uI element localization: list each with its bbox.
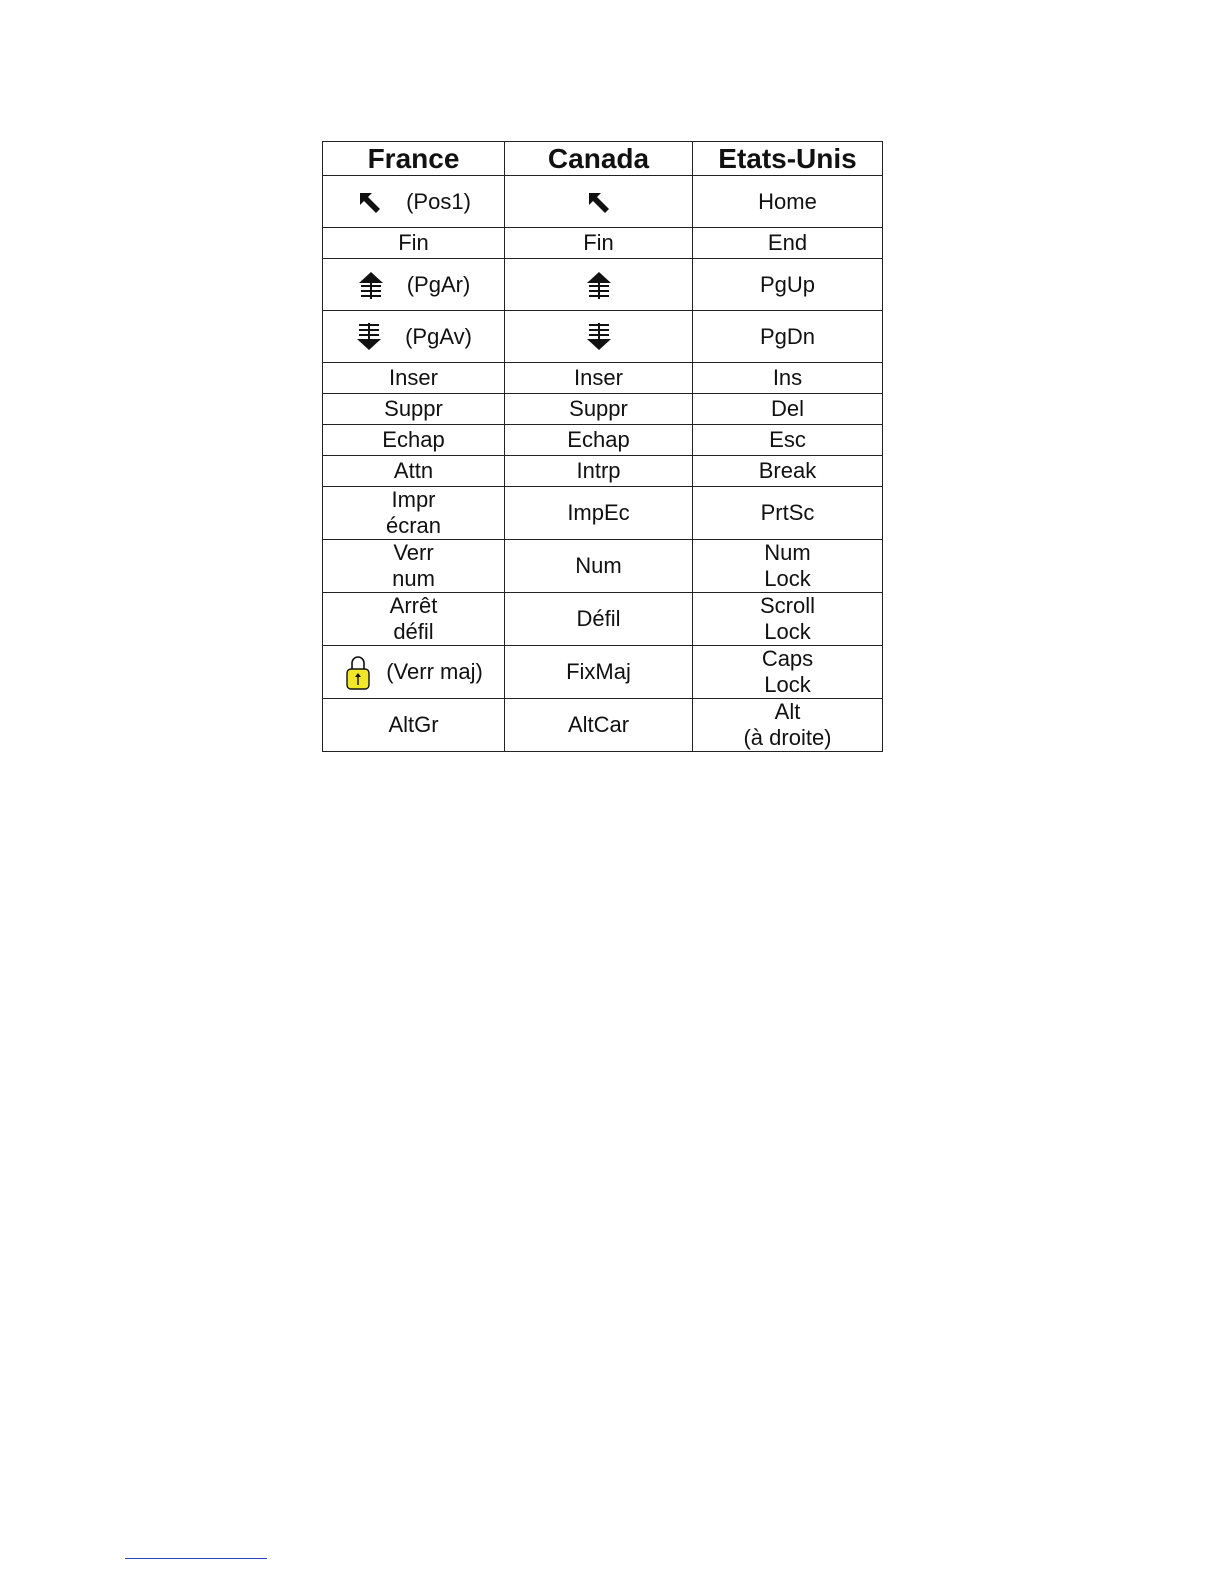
cell-us-capslock <box>693 646 883 699</box>
label-arret: Arrêt <box>389 593 438 618</box>
cell-us-pgup: PgUp <box>693 259 883 311</box>
label-lock: Lock <box>764 672 811 697</box>
table-row-esc <box>323 425 883 456</box>
keyboard-equivalence-table <box>322 141 883 752</box>
table-row-capslock <box>323 646 883 699</box>
label-lock: Lock <box>764 619 811 644</box>
table-row-home <box>323 176 883 228</box>
cell-canada-scrolllock: Défil <box>505 593 693 646</box>
cell-us-del: Del <box>693 394 883 425</box>
cell-canada-ins: Inser <box>505 363 693 394</box>
cell-france-prtsc <box>323 487 505 540</box>
header-row <box>323 142 883 176</box>
cell-france-home <box>323 176 505 228</box>
cell-france-numlock <box>323 540 505 593</box>
cell-france-del: Suppr <box>323 394 505 425</box>
label-caps: Caps <box>761 646 814 671</box>
cell-france-pgup <box>323 259 505 311</box>
table-row-pgup <box>323 259 883 311</box>
label-num-us: Num <box>764 540 811 565</box>
cell-canada-pgdn <box>505 311 693 363</box>
table-row-ins <box>323 363 883 394</box>
page-down-icon <box>355 322 383 352</box>
cell-france-pgdn <box>323 311 505 363</box>
table-row-end <box>323 228 883 259</box>
cell-canada-end: Fin <box>505 228 693 259</box>
cell-canada-home <box>505 176 693 228</box>
label-lock: Lock <box>764 566 811 591</box>
home-arrow-icon <box>585 187 613 217</box>
cell-france-ins: Inser <box>323 363 505 394</box>
cell-canada-break: Intrp <box>505 456 693 487</box>
cell-us-home: Home <box>693 176 883 228</box>
label-ecran: écran <box>385 513 442 538</box>
table-row-del <box>323 394 883 425</box>
label-defil: défil <box>393 619 434 644</box>
label-pgar: (PgAr) <box>406 271 471 297</box>
cell-us-altgr <box>693 699 883 752</box>
label-alt: Alt <box>774 699 801 724</box>
cell-france-break: Attn <box>323 456 505 487</box>
cell-france-end: Fin <box>323 228 505 259</box>
cell-france-capslock <box>323 646 505 699</box>
cell-us-pgdn: PgDn <box>693 311 883 363</box>
caps-lock-padlock-icon <box>344 653 372 691</box>
table-row-break <box>323 456 883 487</box>
page-down-icon <box>585 322 613 352</box>
cell-canada-pgup <box>505 259 693 311</box>
table-row-altgr <box>323 699 883 752</box>
label-scroll: Scroll <box>759 593 815 618</box>
label-pos1: (Pos1) <box>406 188 471 214</box>
cell-us-esc: Esc <box>693 425 883 456</box>
table-row-numlock <box>323 540 883 593</box>
label-num: num <box>392 566 435 591</box>
label-verr: Verr <box>393 540 434 565</box>
label-pgav: (PgAv) <box>405 323 472 349</box>
cell-us-scrolllock <box>693 593 883 646</box>
table-row-scrolllock <box>323 593 883 646</box>
table-row-prtsc <box>323 487 883 540</box>
cell-canada-altgr: AltCar <box>505 699 693 752</box>
label-a-droite: (à droite) <box>743 725 832 750</box>
cell-france-scrolllock <box>323 593 505 646</box>
cell-us-break: Break <box>693 456 883 487</box>
cell-canada-esc: Echap <box>505 425 693 456</box>
home-arrow-icon <box>356 187 384 217</box>
page-up-icon <box>585 270 613 300</box>
cell-us-prtsc: PrtSc <box>693 487 883 540</box>
page-up-icon <box>357 270 385 300</box>
cell-canada-numlock: Num <box>505 540 693 593</box>
cell-canada-prtsc: ImpEc <box>505 487 693 540</box>
cell-us-ins: Ins <box>693 363 883 394</box>
cell-france-esc: Echap <box>323 425 505 456</box>
header-canada: Canada <box>505 142 693 176</box>
cell-us-end: End <box>693 228 883 259</box>
footnote-separator <box>125 1558 267 1559</box>
table-row-pgdn <box>323 311 883 363</box>
label-verr-maj: (Verr maj) <box>386 659 483 684</box>
cell-canada-capslock: FixMaj <box>505 646 693 699</box>
label-impr: Impr <box>391 487 436 512</box>
header-us: Etats-Unis <box>693 142 883 176</box>
cell-france-altgr: AltGr <box>323 699 505 752</box>
header-france: France <box>323 142 505 176</box>
cell-canada-del: Suppr <box>505 394 693 425</box>
cell-us-numlock <box>693 540 883 593</box>
